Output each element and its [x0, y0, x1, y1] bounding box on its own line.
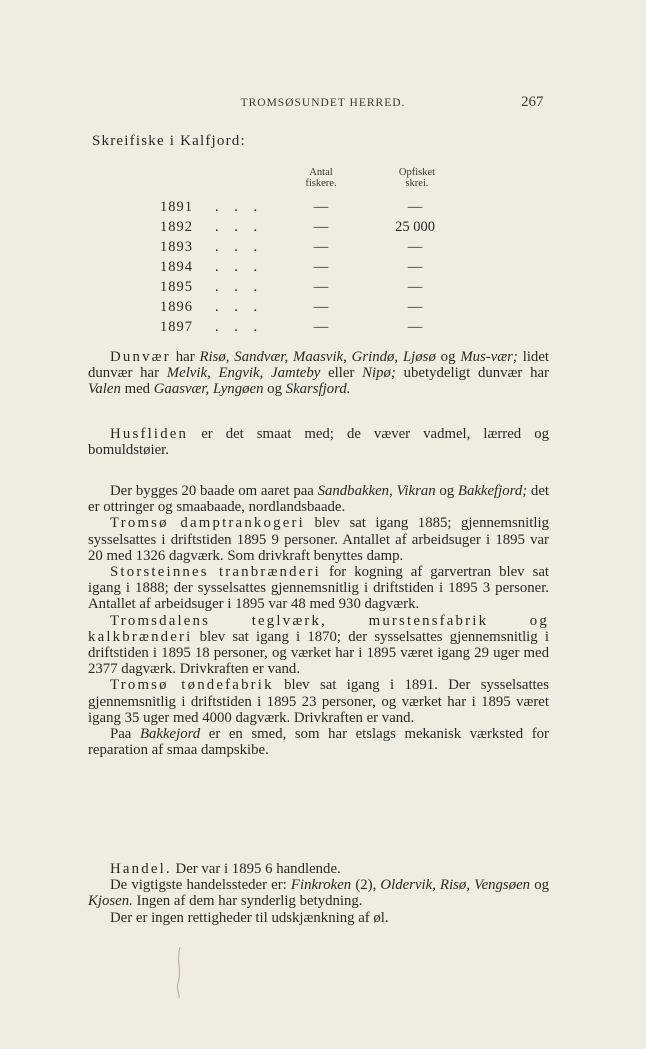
italic-place: Sandbakken, Vikran	[317, 483, 436, 499]
text-span: lidet dunvær har	[88, 349, 550, 382]
col-header-skrei	[382, 167, 452, 189]
row-dots: . . .	[215, 239, 264, 255]
row-fiskere: —	[313, 279, 329, 295]
row-skrei: 25 000	[395, 219, 435, 235]
row-dots: . . .	[215, 279, 264, 295]
row-dots: . . .	[215, 319, 264, 335]
row-dots: . . .	[215, 259, 264, 275]
paragraph-baade	[88, 483, 549, 515]
row-fiskere: —	[313, 199, 329, 215]
col-header-fiskere-line2: fiskere.	[305, 178, 337, 189]
italic-place: Nipø;	[362, 365, 396, 382]
paragraph-tondefabrik	[88, 677, 549, 726]
text-span: De vigtigste handelssteder er:	[110, 877, 291, 894]
row-year: 1894	[160, 259, 193, 275]
text-span: blev sat igang i 1870; der sysselsattes gjennemsnitlig i driftstiden i 1895 18 personer, og værket har i 1895 været igang 29 uger med 2377 dagværk. Drivkraften er vand.	[88, 628, 549, 678]
text-span: det er ottringer og smaabaade, nordlandsbaade.	[88, 483, 549, 516]
handel-block	[88, 861, 549, 926]
paragraph-tranbraenderi	[88, 564, 549, 613]
row-skrei: —	[407, 259, 423, 275]
text-span: for kogning af garvertran blev sat igang i 1888; der sysselsattes gjennemsnitlig i driftstiden i 1895 3 personer. Antallet af arbeidsuger i 1895 var 48 med 930 dagværk.	[88, 564, 550, 613]
text-span: med	[120, 381, 154, 398]
text-span: Der bygges 20 baade om aaret paa	[110, 483, 318, 499]
table-row	[0, 259, 646, 276]
lead-husflid: Husfliden	[110, 426, 189, 442]
text-span: og	[530, 877, 549, 894]
paragraph-husflid	[88, 426, 549, 458]
table-row	[0, 279, 646, 296]
row-skrei: —	[407, 319, 423, 335]
text-span: er det smaat med; de væver vadmel, lærred og bomuldstøier.	[88, 426, 549, 459]
row-fiskere: —	[313, 259, 329, 275]
italic-place: Bakkefjord;	[457, 483, 528, 499]
table-row	[0, 299, 646, 316]
row-year: 1896	[160, 299, 193, 315]
text-span: blev sat igang i 1891. Der sysselsattes gjennemsnitlig i driftstiden i 1895 23 personer, og værket har i 1895 været igang 35 uger med 4000 dagværk. Drivkraften er vand.	[88, 677, 549, 726]
text-span: og	[435, 349, 461, 365]
text-span: eller	[320, 365, 363, 382]
lead-handel: Handel.	[110, 861, 172, 877]
text-span: ubetydeligt dunvær har	[395, 365, 549, 382]
row-year: 1897	[160, 319, 193, 335]
table-row	[0, 219, 646, 236]
paragraph-smed	[88, 726, 549, 758]
text-span: Paa	[110, 726, 140, 743]
row-fiskere: —	[313, 219, 329, 235]
table-row	[0, 319, 646, 336]
paragraph-handelssteder	[88, 877, 549, 909]
italic-place: Gaasvær, Lyngøen	[153, 381, 264, 398]
italic-place: Valen	[88, 381, 121, 398]
col-header-fiskere	[291, 167, 351, 189]
italic-place: Melvik, Engvik, Jamteby	[166, 365, 321, 382]
col-header-skrei-line1: Opfisket	[398, 167, 436, 178]
italic-place: Mus-vær;	[460, 349, 518, 365]
lead-teglvaerk: Tromsdalens teglværk, murstensfabrik og kalkbrænderi	[88, 612, 549, 645]
row-dots: . . .	[215, 299, 264, 315]
text-span: blev sat igang 1885; gjennemsnitlig sysselsattes i driftstiden 1895 9 personer. Antallet af arbeidsuger i 1895 var 20 med 1326 dagværk. Som drivkraft benyttes damp.	[88, 515, 549, 564]
industry-block	[88, 483, 549, 758]
text-span: og	[263, 381, 286, 398]
table-row	[0, 199, 646, 216]
italic-place: Risø, Sandvær, Maasvik, Grindø, Ljøsø	[199, 349, 436, 365]
paper-blemish-mark	[170, 945, 190, 1000]
page-number: 267	[521, 94, 544, 110]
row-dots: . . .	[215, 199, 264, 215]
table-row	[0, 239, 646, 256]
paragraph-teglvaerk	[88, 613, 549, 678]
text-span: Ingen af dem har synderlig betydning.	[132, 893, 363, 910]
lead-dunvaer: Dunvær	[110, 349, 171, 365]
text-span: (2),	[351, 877, 381, 894]
text-span: og	[435, 483, 458, 499]
lead-damptran: Tromsø damptrankogeri	[110, 515, 305, 532]
table-title: Skreifiske i Kalfjord:	[92, 133, 246, 149]
italic-place: Bakkejord	[139, 726, 201, 743]
row-year: 1891	[160, 199, 193, 215]
paragraph-rettigheder: Der er ingen rettigheder til udskjænkning af øl.	[110, 909, 389, 926]
italic-place: Kjosen.	[88, 893, 133, 910]
row-skrei: —	[407, 279, 423, 295]
row-year: 1895	[160, 279, 193, 295]
row-skrei: —	[407, 199, 423, 215]
col-header-fiskere-line1: Antal	[309, 167, 333, 178]
italic-place: Oldervik, Risø, Vengsøen	[380, 877, 531, 894]
text-span: er en smed, som har etslags mekanisk værksted for reparation af smaa dampskibe.	[88, 726, 549, 759]
paragraph-damptran	[88, 515, 549, 564]
row-skrei: —	[407, 239, 423, 255]
paragraph-handel	[88, 861, 549, 877]
row-skrei: —	[407, 299, 423, 315]
row-year: 1893	[160, 239, 193, 255]
row-fiskere: —	[313, 319, 329, 335]
paragraph-dunvaer	[88, 349, 549, 398]
col-header-skrei-line2: skrei.	[405, 178, 429, 189]
row-year: 1892	[160, 219, 193, 235]
row-fiskere: —	[313, 299, 329, 315]
lead-tranbraenderi: Storsteinnes tranbrænderi	[110, 564, 321, 581]
italic-place: Finkroken	[290, 877, 352, 894]
text-span: Der var i 1895 6 handlende.	[171, 861, 341, 877]
row-fiskere: —	[313, 239, 329, 255]
italic-place: Skarsfjord.	[285, 381, 351, 398]
row-dots: . . .	[215, 219, 264, 235]
text-span: har	[170, 349, 200, 365]
lead-tondefabrik: Tromsø tøndefabrik	[110, 677, 274, 694]
running-title: TROMSØSUNDET HERRED.	[240, 97, 406, 109]
